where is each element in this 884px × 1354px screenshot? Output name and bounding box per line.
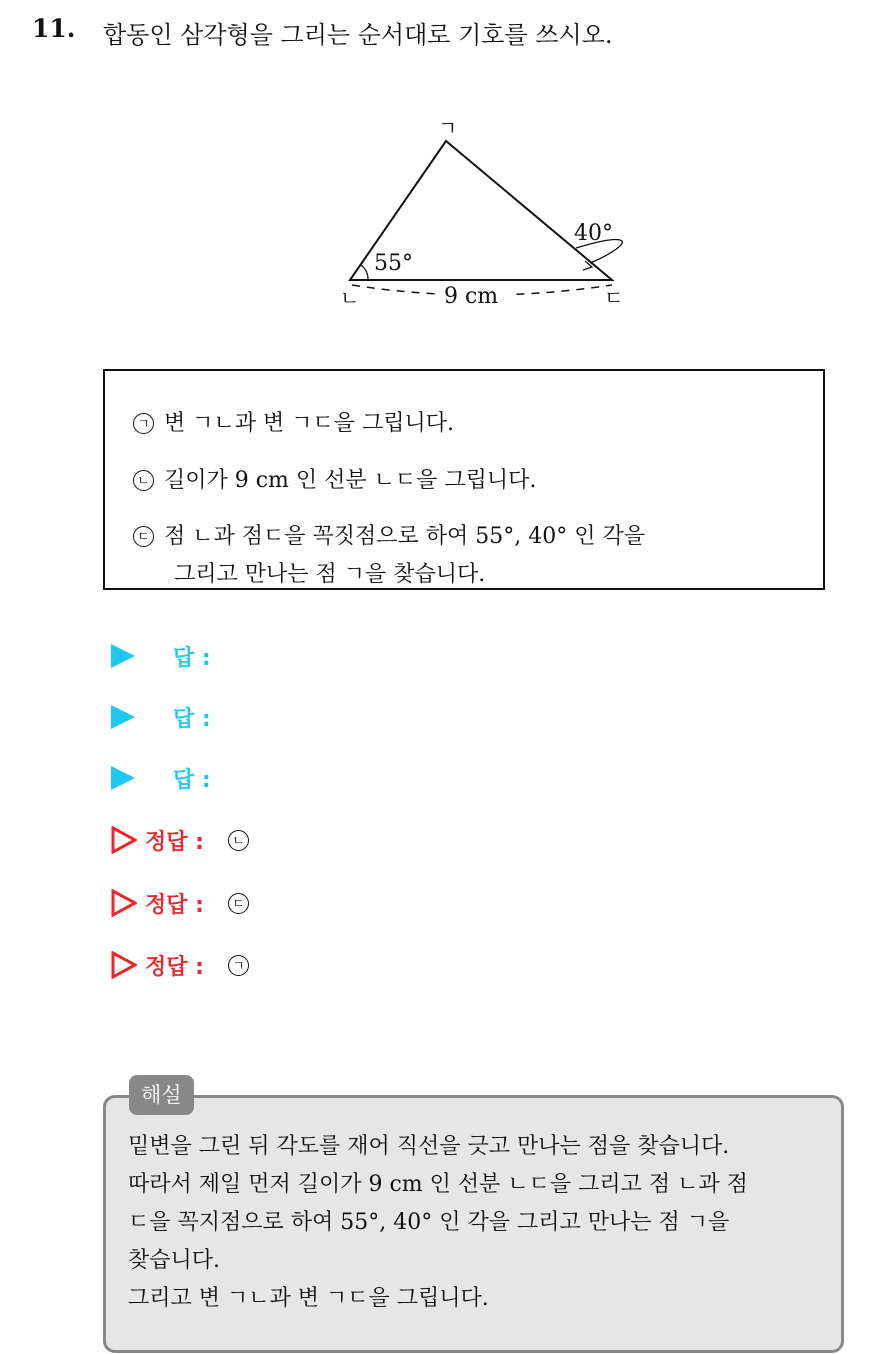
correct-answer-row <box>111 945 249 985</box>
explanation-box <box>103 1095 844 1353</box>
correct-answer-mark: ㄱ <box>228 955 249 976</box>
answer-row[interactable] <box>111 758 211 798</box>
answer-row[interactable] <box>111 636 211 676</box>
vertex-label-top: ㄱ <box>438 116 458 140</box>
step-marker: ㄴ <box>133 470 154 491</box>
steps-box <box>103 369 825 590</box>
play-triangle-icon <box>111 644 135 668</box>
explanation-tab: 해설 <box>129 1075 194 1115</box>
step-text: 변 ㄱㄴ과 변 ㄱㄷ을 그립니다. <box>164 411 454 436</box>
correct-answer-row <box>111 820 249 860</box>
step-marker: ㄱ <box>133 413 154 434</box>
answer-label: 답 : <box>173 767 211 793</box>
explanation-line: 밑변을 그린 뒤 각도를 재어 직선을 긋고 만나는 점을 찾습니다. <box>128 1134 730 1159</box>
outline-triangle-icon <box>111 826 137 854</box>
answer-label: 답 : <box>173 706 211 732</box>
correct-label: 정답 : <box>145 954 204 980</box>
question-text: 합동인 삼각형을 그리는 순서대로 기호를 쓰시오. <box>103 21 613 49</box>
step-text: 점 ㄴ과 점ㄷ을 꼭짓점으로 하여 55°, 40° 인 각을 <box>164 524 645 549</box>
vertex-label-right: ㄷ <box>604 286 624 310</box>
question-number: 11. <box>32 14 76 43</box>
answer-row[interactable] <box>111 697 211 737</box>
step-item <box>133 517 645 557</box>
correct-label: 정답 : <box>145 829 204 855</box>
explanation-line: 그리고 변 ㄱㄴ과 변 ㄱㄷ을 그립니다. <box>128 1286 489 1311</box>
angle-label-left: 55° <box>374 251 413 276</box>
step-item <box>133 404 454 444</box>
explanation-line: 찾습니다. <box>128 1248 221 1273</box>
step-item <box>133 461 536 501</box>
triangle-figure <box>330 115 630 315</box>
step-text-continued: 그리고 만나는 점 ㄱ을 찾습니다. <box>174 562 486 587</box>
step-text: 길이가 9 cm 인 선분 ㄴㄷ을 그립니다. <box>164 468 537 493</box>
vertex-label-left: ㄴ <box>340 286 360 310</box>
explanation-line: ㄷ을 꼭지점으로 하여 55°, 40° 인 각을 그리고 만나는 점 ㄱ을 <box>128 1210 730 1235</box>
step-marker: ㄷ <box>133 526 154 547</box>
correct-label: 정답 : <box>145 892 204 918</box>
outline-triangle-icon <box>111 951 137 979</box>
play-triangle-icon <box>111 766 135 790</box>
base-length-label: 9 cm <box>444 284 499 309</box>
angle-label-right: 40° <box>574 221 613 246</box>
explanation-text <box>128 1128 833 1318</box>
answer-label: 답 : <box>173 645 211 671</box>
correct-answer-mark: ㄷ <box>228 893 249 914</box>
play-triangle-icon <box>111 705 135 729</box>
outline-triangle-icon <box>111 889 137 917</box>
angle-arc-left <box>361 265 368 280</box>
correct-answer-mark: ㄴ <box>228 830 249 851</box>
correct-answer-row <box>111 883 249 923</box>
explanation-line: 따라서 제일 먼저 길이가 9 cm 인 선분 ㄴㄷ을 그리고 점 ㄴ과 점 <box>128 1172 748 1197</box>
